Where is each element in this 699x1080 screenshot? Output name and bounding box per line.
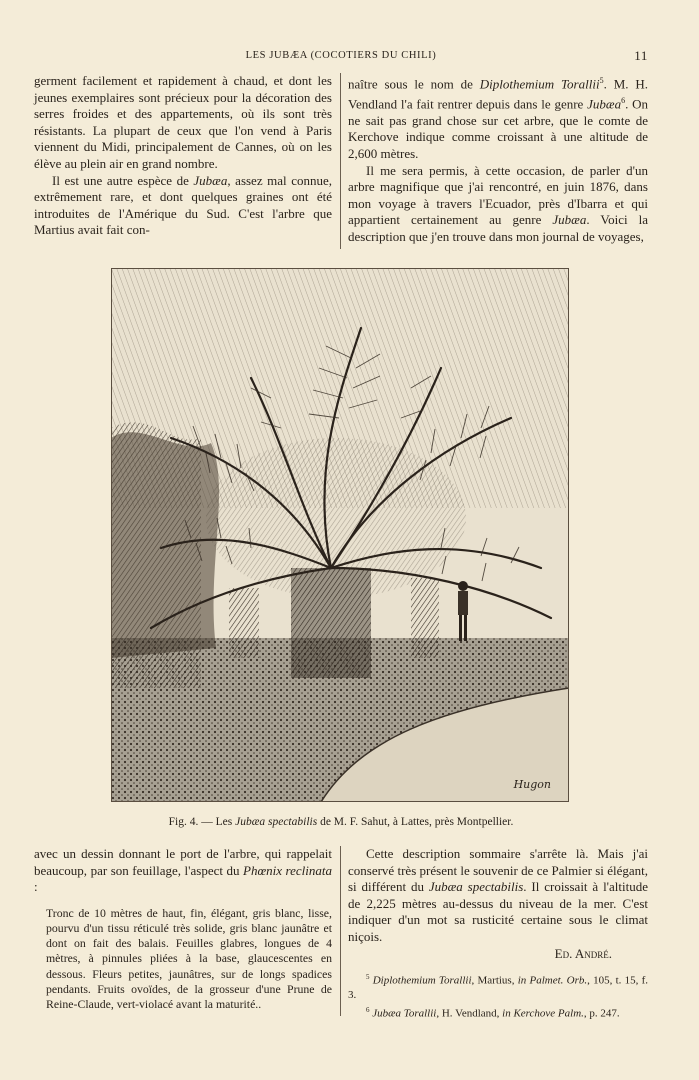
species-name: Jubæa Torallii: [372, 1007, 437, 1020]
column-bottom-left: [34, 846, 332, 1012]
column-top-right: [348, 73, 648, 246]
paragraph: [348, 163, 648, 246]
footnote-text: , Martius,: [471, 974, 518, 987]
palm-illustration: [111, 268, 569, 802]
footnote-number: 5: [366, 973, 370, 982]
reference-title: in Kerchove Palm.: [502, 1007, 584, 1020]
author-signature: Ed. André.: [554, 945, 612, 961]
column-divider: [340, 846, 341, 1016]
reference-title: in Palmet. Orb.: [517, 974, 588, 987]
footnotes: [348, 970, 648, 1021]
quote-text: Tronc de 10 mètres de haut, fin, élégant, gris blanc, lisse, pourvu d'un tissu réticulé très solide, gris blanc jaunâtre et dont on fait des balais. Feuilles glabres, longues de 4 mètres, à pinnules pliées à la base, glaucescentes en dessous. Fleurs petites, jaunâtres, sur de longs spadices pendants. Fruits ovoïdes, de la grosseur d'une Prune de Reine-Claude, vert-violacé avant la maturité..: [46, 905, 332, 1011]
paragraph: [348, 73, 648, 163]
paragraph-text: germent facilement et rapidement à chaud, et dont les jeunes exemplaires sont précieux pour la décoration des serres froides et des appartements, où ils sont très résistants. La plupart de ceux que l'on vend à Paris viennent du Midi, principalement de Cannes, où on les élève au plein air en grand nombre.: [34, 73, 332, 171]
footnote: [348, 970, 648, 1003]
paragraph-text: Cette description sommaire s'arrête là. Mais j'ai conservé très présent le souvenir de ce Palmier si élégant, si différent du: [348, 846, 648, 895]
column-divider: [340, 73, 341, 249]
column-bottom-right: [348, 846, 648, 1021]
caption-text: Fig. 4. — Les: [168, 816, 236, 828]
paragraph-text: Il me sera permis, à cette occasion, de parler d'un arbre magnifique que j'ai rencontré, en juin 1876, dans mon voyage à travers l'Ecuador, près d'Ibarra et qui appartient certainement au genre: [348, 162, 648, 228]
paragraph: [34, 173, 332, 239]
paragraph-text: . M. H. Vendland l'a fait rentrer depuis dans le genre: [348, 76, 648, 112]
paragraph-text: . Il croissait à l'altitude de 2,225 mètres au-dessus du niveau de la mer. C'est indiquer d'un mot sa rusticité certaine sous le climat niçois.: [348, 879, 649, 944]
footnote-ref: 6: [621, 95, 626, 105]
figure-engraving: [111, 268, 569, 802]
figure-caption: [34, 816, 648, 828]
footnote-text: , 105, t. 15, f. 3.: [348, 974, 648, 1002]
journal-quote: [34, 906, 332, 1012]
species-name: Jubæa: [587, 96, 622, 112]
paragraph: [34, 73, 332, 173]
paragraph-text: . Voici la description que j'en trouve dans mon journal de voyages,: [348, 212, 648, 244]
species-name: Phœnix reclinata: [243, 862, 332, 878]
running-head: [34, 50, 648, 66]
page-number: 11: [634, 48, 648, 63]
footnote-text: , p. 247.: [583, 1007, 620, 1020]
species-name: Diplothemium Torallii: [479, 76, 600, 92]
column-top-left: [34, 73, 332, 239]
paragraph: [34, 846, 332, 896]
paragraph: [348, 846, 648, 946]
paragraph-text: naître sous le nom de: [348, 76, 480, 92]
paragraph-text: avec un dessin donnant le port de l'arbre, qui rappelait beaucoup, par son feuillage, l'aspect du: [34, 846, 332, 878]
species-name: Jubæa: [552, 212, 587, 228]
running-title: LES JUBÆA (COCOTIERS DU CHILI): [245, 50, 437, 61]
paragraph-text: Il est une autre espèce de: [52, 172, 194, 188]
engraver-signature: Hugon: [513, 778, 551, 791]
paragraph-text: , assez mal connue, extrêmement rare, et dont quelques graines ont été introduites de l'Amérique du Sud. C'est l'arbre que Martius avait fait con-: [34, 172, 332, 238]
paragraph-text: . On ne sait pas grand chose sur cet arbre, que le comte de Kerchove indique comme croissant à une altitude de 2,600 mètres.: [348, 96, 649, 162]
species-name: Jubæa spectabilis: [235, 816, 318, 828]
footnote: [348, 1003, 648, 1021]
footnote-number: 6: [366, 1005, 370, 1014]
species-name: Diplothemium Torallii: [372, 974, 472, 987]
footnote-ref: 5: [599, 76, 604, 85]
caption-text: de M. F. Sahut, à Lattes, près Montpellier.: [317, 816, 514, 828]
paragraph-text: :: [34, 879, 38, 895]
species-name: Jubæa spectabilis: [428, 879, 524, 895]
species-name: Jubæa: [193, 172, 228, 188]
footnote-text: , H. Vendland,: [436, 1007, 503, 1020]
